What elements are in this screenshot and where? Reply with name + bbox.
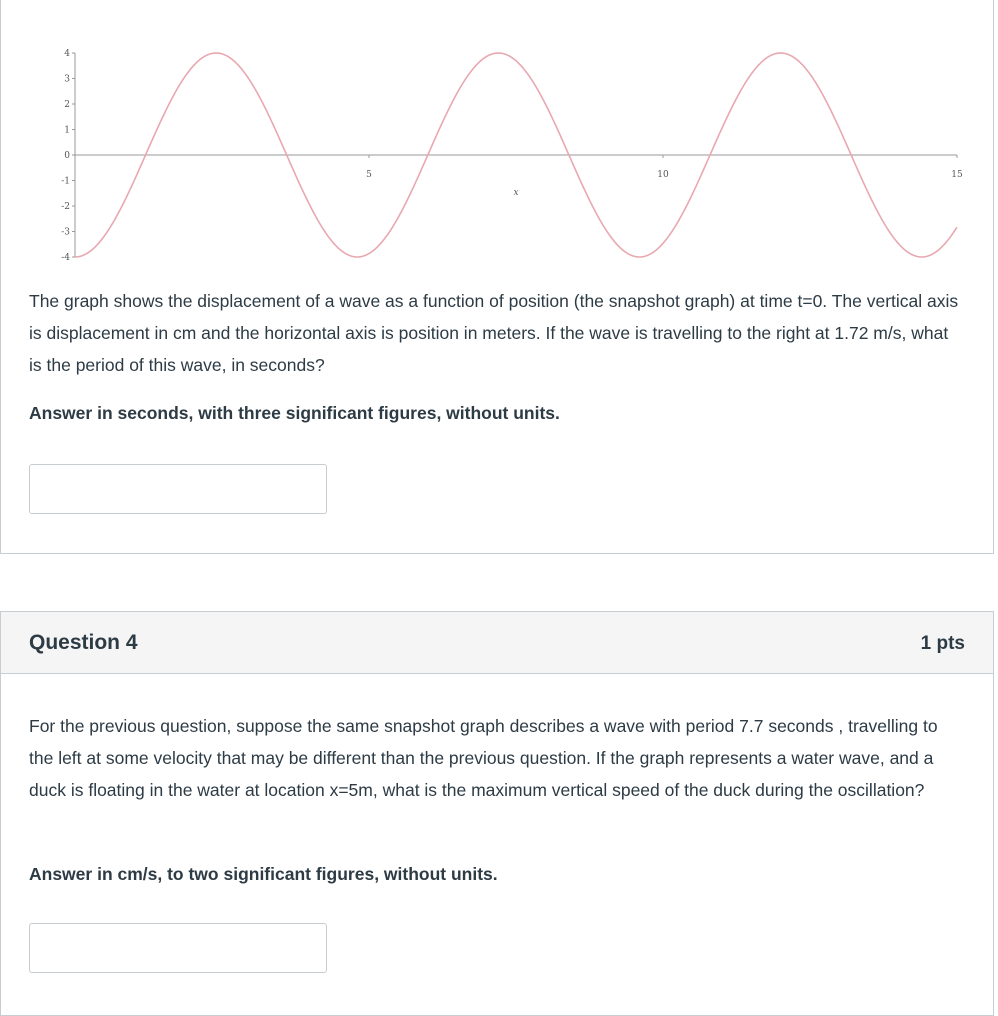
y-tick-label: 1	[64, 125, 70, 136]
question-4-instruction: Answer in cm/s, to two significant figures, without units.	[29, 864, 498, 884]
y-tick-label: -4	[61, 253, 70, 263]
x-axis-label: x	[513, 188, 519, 198]
graph-ticks	[61, 49, 963, 263]
question-3-answer-input[interactable]	[29, 464, 327, 514]
graph-axes	[75, 53, 957, 257]
y-tick-label: 2	[64, 100, 70, 110]
question-4-header	[1, 612, 993, 674]
y-tick-label: 0	[64, 151, 70, 161]
question-3-text: The graph shows the displacement of a wave as a function of position (the snapshot graph) at time t=0. The vertical axis is displacement in cm and the horizontal axis is position in meters. If the wave is travelling to the right at 1.72 m/s, what is the period of this wave, in seconds?	[29, 291, 959, 375]
question-4-text: For the previous question, suppose the same snapshot graph describes a wave with period 7.7 seconds , travelling to the left at some velocity that may be different than the previous question. If the graph represents a water wave, and a duck is floating in the water at location x=5m, what is the maximum vertical speed of the duck during the oscillation?	[29, 716, 938, 800]
y-tick-label: -1	[61, 176, 70, 187]
question-4-title: Question 4	[29, 631, 138, 654]
x-tick-label: 15	[951, 170, 963, 180]
x-tick-label: 10	[657, 170, 669, 180]
question-3-instruction: Answer in seconds, with three significant figures, without units.	[29, 403, 560, 423]
y-tick-label: 3	[64, 74, 70, 85]
y-tick-label: 4	[64, 49, 70, 59]
x-tick-label: 5	[366, 170, 372, 180]
y-tick-label: -3	[61, 227, 70, 238]
question-4-answer-input[interactable]	[29, 923, 327, 973]
question-4-points: 1 pts	[920, 633, 965, 654]
y-tick-label: -2	[61, 202, 70, 212]
question-4-panel	[0, 611, 994, 1016]
wave-snapshot-graph	[31, 43, 971, 265]
